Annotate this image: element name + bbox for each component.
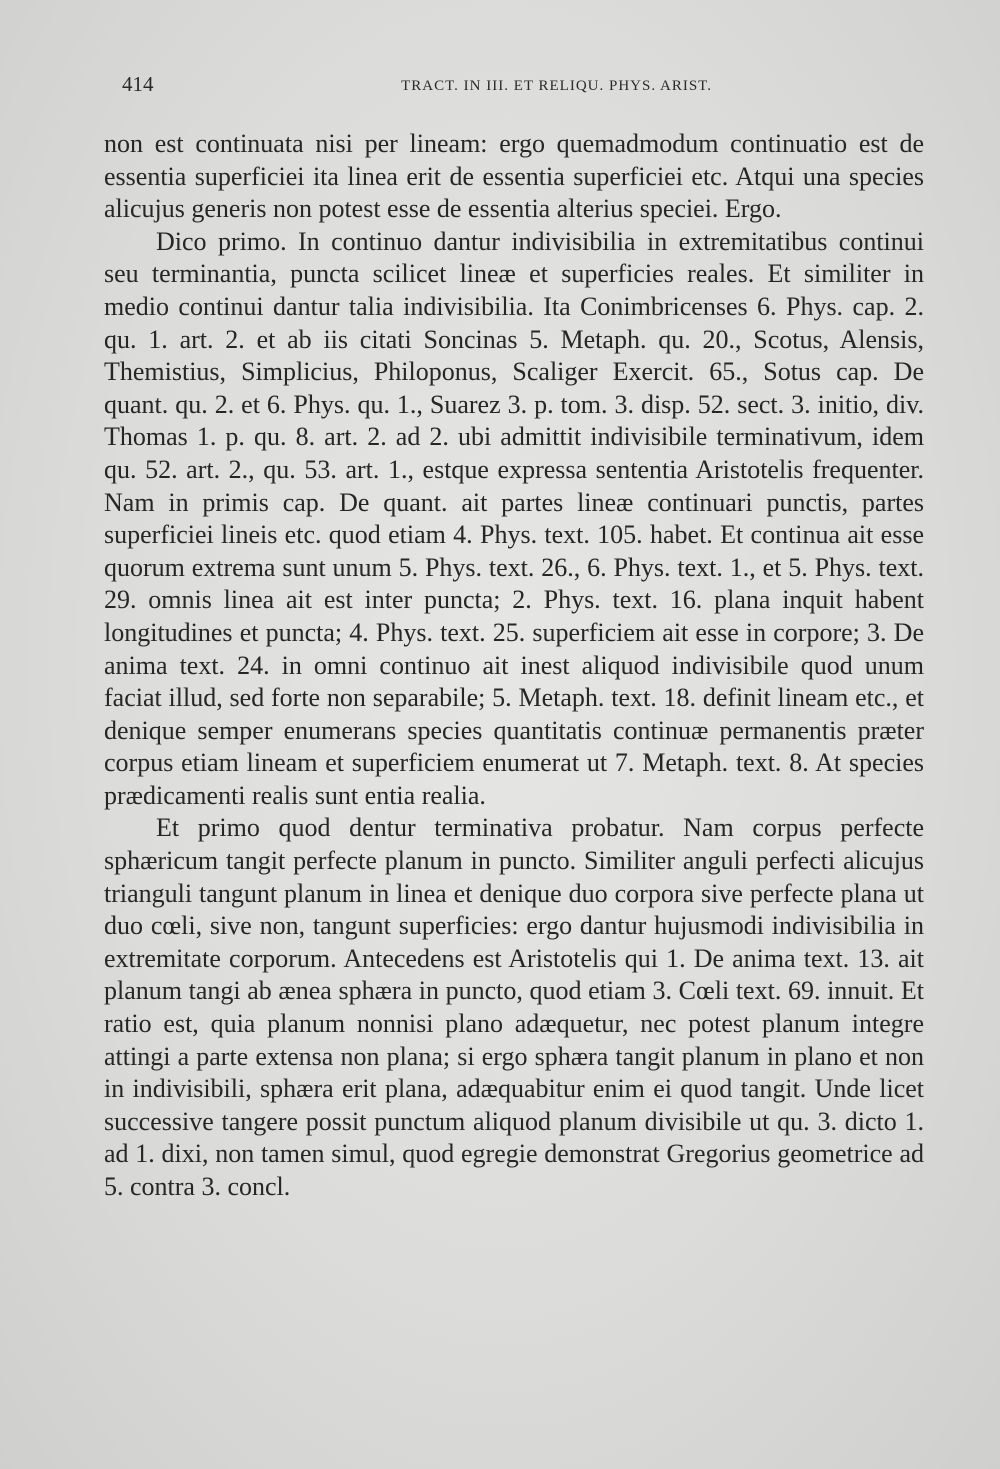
paragraph-2: Dico primo. In continuo dantur indivisibilia in extremitatibus continui seu terminantia, puncta scilicet lineæ et superficies reales. Et similiter in medio continui dantur talia indivisibilia. Ita Conimbricenses 6. Phys. cap. 2. qu. 1. art. 2. et ab iis citati Soncinas 5. Metaph. qu. 20., Scotus, Alensis, Themistius, Simplicius, Philoponus, Scaliger Exercit. 65., Sotus cap. De quant. qu. 2. et 6. Phys. qu. 1., Suarez 3. p. tom. 3. disp. 52. sect. 3. initio, div. Thomas 1. p. qu. 8. art. 2. ad 2. ubi admittit indivisibile terminativum, idem qu. 52. art. 2., qu. 53. art. 1., estque expressa sententia Aristotelis frequenter. Nam in primis cap. De quant. ait partes lineæ continuari punctis, partes superficiei lineis etc. quod etiam 4. Phys. text. 105. habet. Et continua ait esse quorum extrema sunt unum 5. Phys. text. 26., 6. Phys. text. 1., et 5. Phys. text. 29. omnis linea ait est inter puncta; 2. Phys. text. 16. plana inquit habent longitudines et puncta; 4. Phys. text. 25. superficiem ait esse in corpore; 3. De anima text. 24. in omni continuo ait inest aliquod indivisibile quod unum faciat illud, sed forte non separabile; 5. Metaph. text. 18. definit lineam etc., et denique semper enumerans species quantitatis continuæ permanentis præter corpus etiam lineam et superficiem enumerat ut 7. Metaph. text. 8. At species prædicamenti realis sunt entia realia. bbox=[104, 226, 924, 810]
paragraph-1: non est continuata nisi per lineam: ergo quemadmodum continuatio est de essentia superficiei ita linea erit de essentia superficiei etc. Atqui una species alicujus generis non potest esse de essentia alterius speciei. Ergo. bbox=[104, 129, 924, 224]
page-header bbox=[122, 70, 712, 100]
page-number: 414 bbox=[122, 72, 154, 96]
paragraph-3: Et primo quod dentur terminativa probatur. Nam corpus perfecte sphæricum tangit perfecte planum in puncto. Similiter anguli perfecti alicujus trianguli tangunt planum in linea et denique duo corpora sive perfecte plana ut duo cœli, sive non, tangunt superficies: ergo dantur hujusmodi indivisibilia in extremitate corporum. Antecedens est Aristotelis qui 1. De anima text. 13. ait planum tangi ab ænea sphæra in puncto, quod etiam 3. Cœli text. 69. innuit. Et ratio est, quia planum nonnisi plano adæquetur, nec potest planum integre attingi a parte extensa non plana; si ergo sphæra tangit planum in plano et non in indivisibili, sphæra erit plana, adæquabitur enim ei quod tangit. Unde licet successive tangere possit punctum aliquod planum divisibile ut qu. 3. dicto 1. ad 1. dixi, non tamen simul, quod egregie demonstrat Gregorius geometrice ad 5. contra 3. concl. bbox=[104, 813, 924, 1201]
body-text bbox=[104, 128, 924, 1204]
running-head: TRACT. IN III. ET RELIQU. PHYS. ARIST. bbox=[401, 78, 712, 94]
